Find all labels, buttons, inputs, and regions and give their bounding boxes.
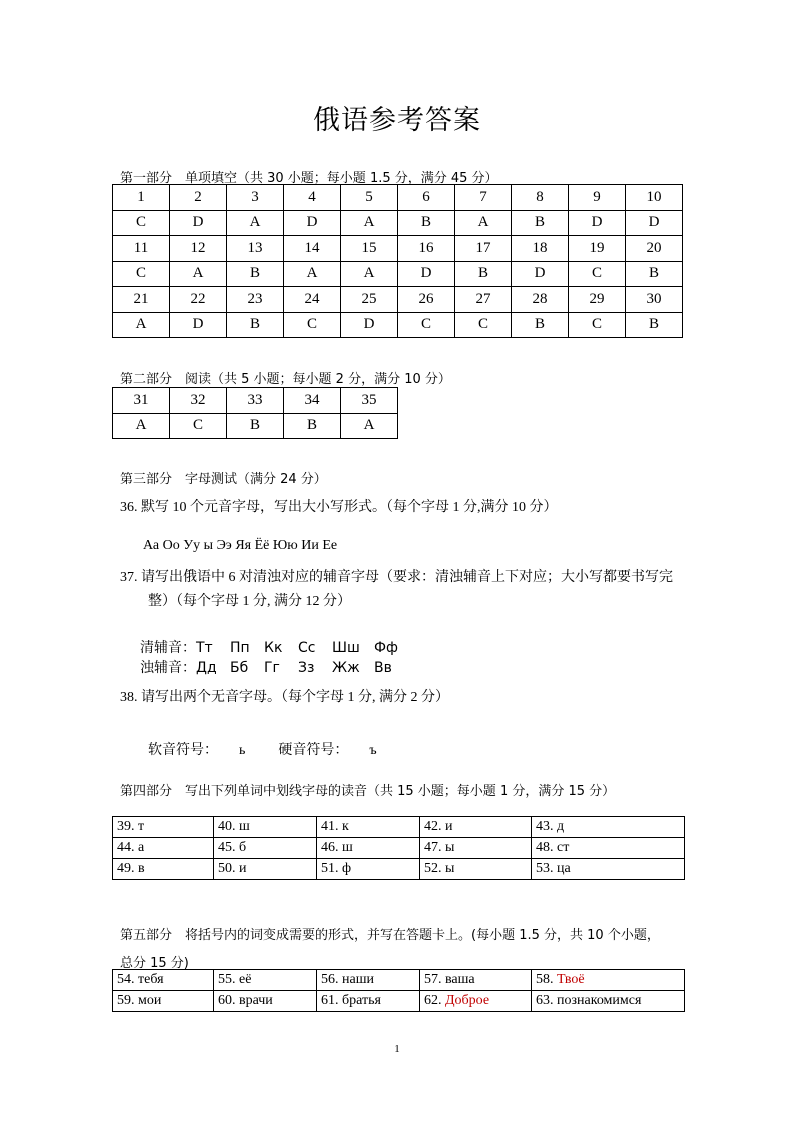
table-cell: A [227,210,284,236]
table-cell: D [626,210,683,236]
table-cell: 27 [455,287,512,313]
table-cell: 4 [284,185,341,211]
table-cell: 48. ст [532,838,685,859]
table-cell: 35 [341,388,398,414]
voiceless-consonants-row [140,638,408,658]
table-row [113,413,398,439]
consonant-pair: Бб [230,660,249,676]
table-cell: B [398,210,455,236]
table-cell: D [170,312,227,338]
soft-sign-label: 软音符号： [148,743,218,758]
table-cell: D [341,312,398,338]
cell-text: 56. наши [321,972,374,987]
table-cell: 45. б [214,838,317,859]
table-cell: 46. ш [317,838,420,859]
consonant-pair: Сс [298,640,316,656]
table-cell: A [341,413,398,439]
question-36: 36. 默写 10 个元音字母，写出大小写形式。（每个字母 1 分,满分 10 分） [120,500,558,515]
table-cell: C [398,312,455,338]
table-cell [214,991,317,1012]
table-cell: 2 [170,185,227,211]
voiced-label: 浊辅音： [140,660,196,676]
table-cell: A [341,210,398,236]
table-cell: 8 [512,185,569,211]
table-cell: 40. ш [214,817,317,838]
hard-sign-label: 硬音符号： [278,743,349,758]
part5-heading-line2: 总分 15 分) [120,956,189,971]
question-37-line2: 整）（每个字母 1 分, 满分 12 分） [148,594,351,609]
table-cell: D [512,261,569,287]
table-cell: C [455,312,512,338]
table-cell: D [284,210,341,236]
table-cell: D [398,261,455,287]
table-cell: 49. в [113,859,214,880]
table-cell: B [284,413,341,439]
table-cell: 10 [626,185,683,211]
table-cell: A [455,210,512,236]
table-row [113,185,683,211]
table-cell: B [626,312,683,338]
soft-sign: ь [239,743,246,758]
cell-text: 58. [536,972,557,987]
page-title: 俄语参考答案 [313,105,481,136]
table-cell: 13 [227,236,284,262]
table-cell: 3 [227,185,284,211]
table-cell: 12 [170,236,227,262]
table-cell: C [113,210,170,236]
table-cell: A [170,261,227,287]
table-cell: 47. ы [420,838,532,859]
table-cell: D [170,210,227,236]
table-row [113,838,685,859]
table-cell: B [227,413,284,439]
table-cell: 11 [113,236,170,262]
consonant-pair: Шш [332,640,360,656]
part5-answer-table [112,969,685,1012]
consonant-pair: Вв [374,660,392,676]
table-cell: 20 [626,236,683,262]
voiced-consonants-row [140,658,408,678]
table-cell: 18 [512,236,569,262]
table-cell: C [170,413,227,439]
table-cell [420,991,532,1012]
cell-text: 55. её [218,972,252,987]
consonant-pair: Пп [230,640,250,656]
part4-answer-table [112,816,685,880]
table-cell: C [284,312,341,338]
table-row [113,236,683,262]
table-cell: 31 [113,388,170,414]
table-cell: 23 [227,287,284,313]
table-cell: 39. т [113,817,214,838]
table-row [113,261,683,287]
table-cell: 17 [455,236,512,262]
table-row [113,859,685,880]
cell-text: 62. [424,993,445,1008]
table-cell: C [569,261,626,287]
table-cell: C [113,261,170,287]
table-row [113,312,683,338]
table-cell: 24 [284,287,341,313]
table-cell: 7 [455,185,512,211]
table-cell: A [113,312,170,338]
consonant-pair: Жж [332,660,360,676]
consonant-pair: Тт [196,640,213,656]
table-cell: 32 [170,388,227,414]
voiceless-label: 清辅音： [140,640,196,656]
consonant-pair: Фф [374,640,399,656]
table-cell [113,991,214,1012]
cell-text: 59. мои [117,993,162,1008]
cell-text: 61. братья [321,993,381,1008]
table-cell: B [455,261,512,287]
table-cell: 15 [341,236,398,262]
part2-heading: 第二部分 阅读（共 5 小题；每小题 2 分，满分 10 分） [120,372,451,387]
table-cell: 16 [398,236,455,262]
table-row [113,991,685,1012]
cell-text: 60. врачи [218,993,273,1008]
cell-text: 63. познакомимся [536,993,642,1008]
red-answer-62: Доброе [445,993,490,1008]
table-cell: 44. а [113,838,214,859]
part1-answer-table [112,184,683,338]
table-cell: 53. ца [532,859,685,880]
table-cell: 25 [341,287,398,313]
table-cell: 6 [398,185,455,211]
part3-heading: 第三部分 字母测试（满分 24 分） [120,472,327,487]
cell-text: 54. тебя [117,972,164,987]
part1-heading: 第一部分 单项填空（共 30 小题；每小题 1.5 分，满分 45 分） [120,171,498,186]
table-cell: 28 [512,287,569,313]
table-cell [214,970,317,991]
table-cell: 5 [341,185,398,211]
consonant-pair: Кк [264,640,283,656]
table-row [113,287,683,313]
table-row [113,970,685,991]
question-36-answer: Аа Оо Уу ы Ээ Яя Ёё Юю Ии Ее [143,538,338,553]
table-row [113,210,683,236]
table-cell [532,991,685,1012]
table-cell: 30 [626,287,683,313]
table-cell: 34 [284,388,341,414]
consonant-pair: Гг [264,660,280,676]
question-38: 38. 请写出两个无音字母。（每个字母 1 分, 满分 2 分） [120,690,449,705]
table-cell [317,991,420,1012]
table-cell: 19 [569,236,626,262]
table-cell: C [569,312,626,338]
table-row [113,817,685,838]
table-cell [420,970,532,991]
table-cell: A [113,413,170,439]
table-cell: 51. ф [317,859,420,880]
table-cell: B [227,261,284,287]
table-cell: 50. и [214,859,317,880]
consonant-pair: Дд [196,660,217,676]
question-38-answer [148,739,377,759]
table-cell: 42. и [420,817,532,838]
part2-answer-table [112,387,398,439]
table-cell: 21 [113,287,170,313]
question-37-line1: 37. 请写出俄语中 6 对清浊对应的辅音字母（要求：清浊辅音上下对应；大小写都要书写完 [120,570,673,585]
cell-text: 57. ваша [424,972,475,987]
table-cell: 1 [113,185,170,211]
table-cell [532,970,685,991]
part5-heading-line1: 第五部分 将括号内的词变成需要的形式，并写在答题卡上。(每小题 1.5 分，共 10 个小题， [120,928,660,943]
red-answer-58: Твоё [557,972,585,987]
table-cell: B [512,210,569,236]
table-cell: 52. ы [420,859,532,880]
table-cell: B [227,312,284,338]
table-cell: D [569,210,626,236]
table-cell: 26 [398,287,455,313]
table-cell: B [512,312,569,338]
table-cell: A [341,261,398,287]
consonant-pair: Зз [298,660,315,676]
table-cell [317,970,420,991]
table-cell: 33 [227,388,284,414]
table-cell: 43. д [532,817,685,838]
table-cell: B [626,261,683,287]
table-cell: A [284,261,341,287]
table-cell: 22 [170,287,227,313]
table-cell [113,970,214,991]
page-number: 1 [394,1043,400,1055]
table-row [113,388,398,414]
part4-heading: 第四部分 写出下列单词中划线字母的读音（共 15 小题；每小题 1 分，满分 15 分） [120,784,616,799]
hard-sign: ъ [369,743,377,758]
table-cell: 29 [569,287,626,313]
table-cell: 14 [284,236,341,262]
table-cell: 9 [569,185,626,211]
table-cell: 41. к [317,817,420,838]
